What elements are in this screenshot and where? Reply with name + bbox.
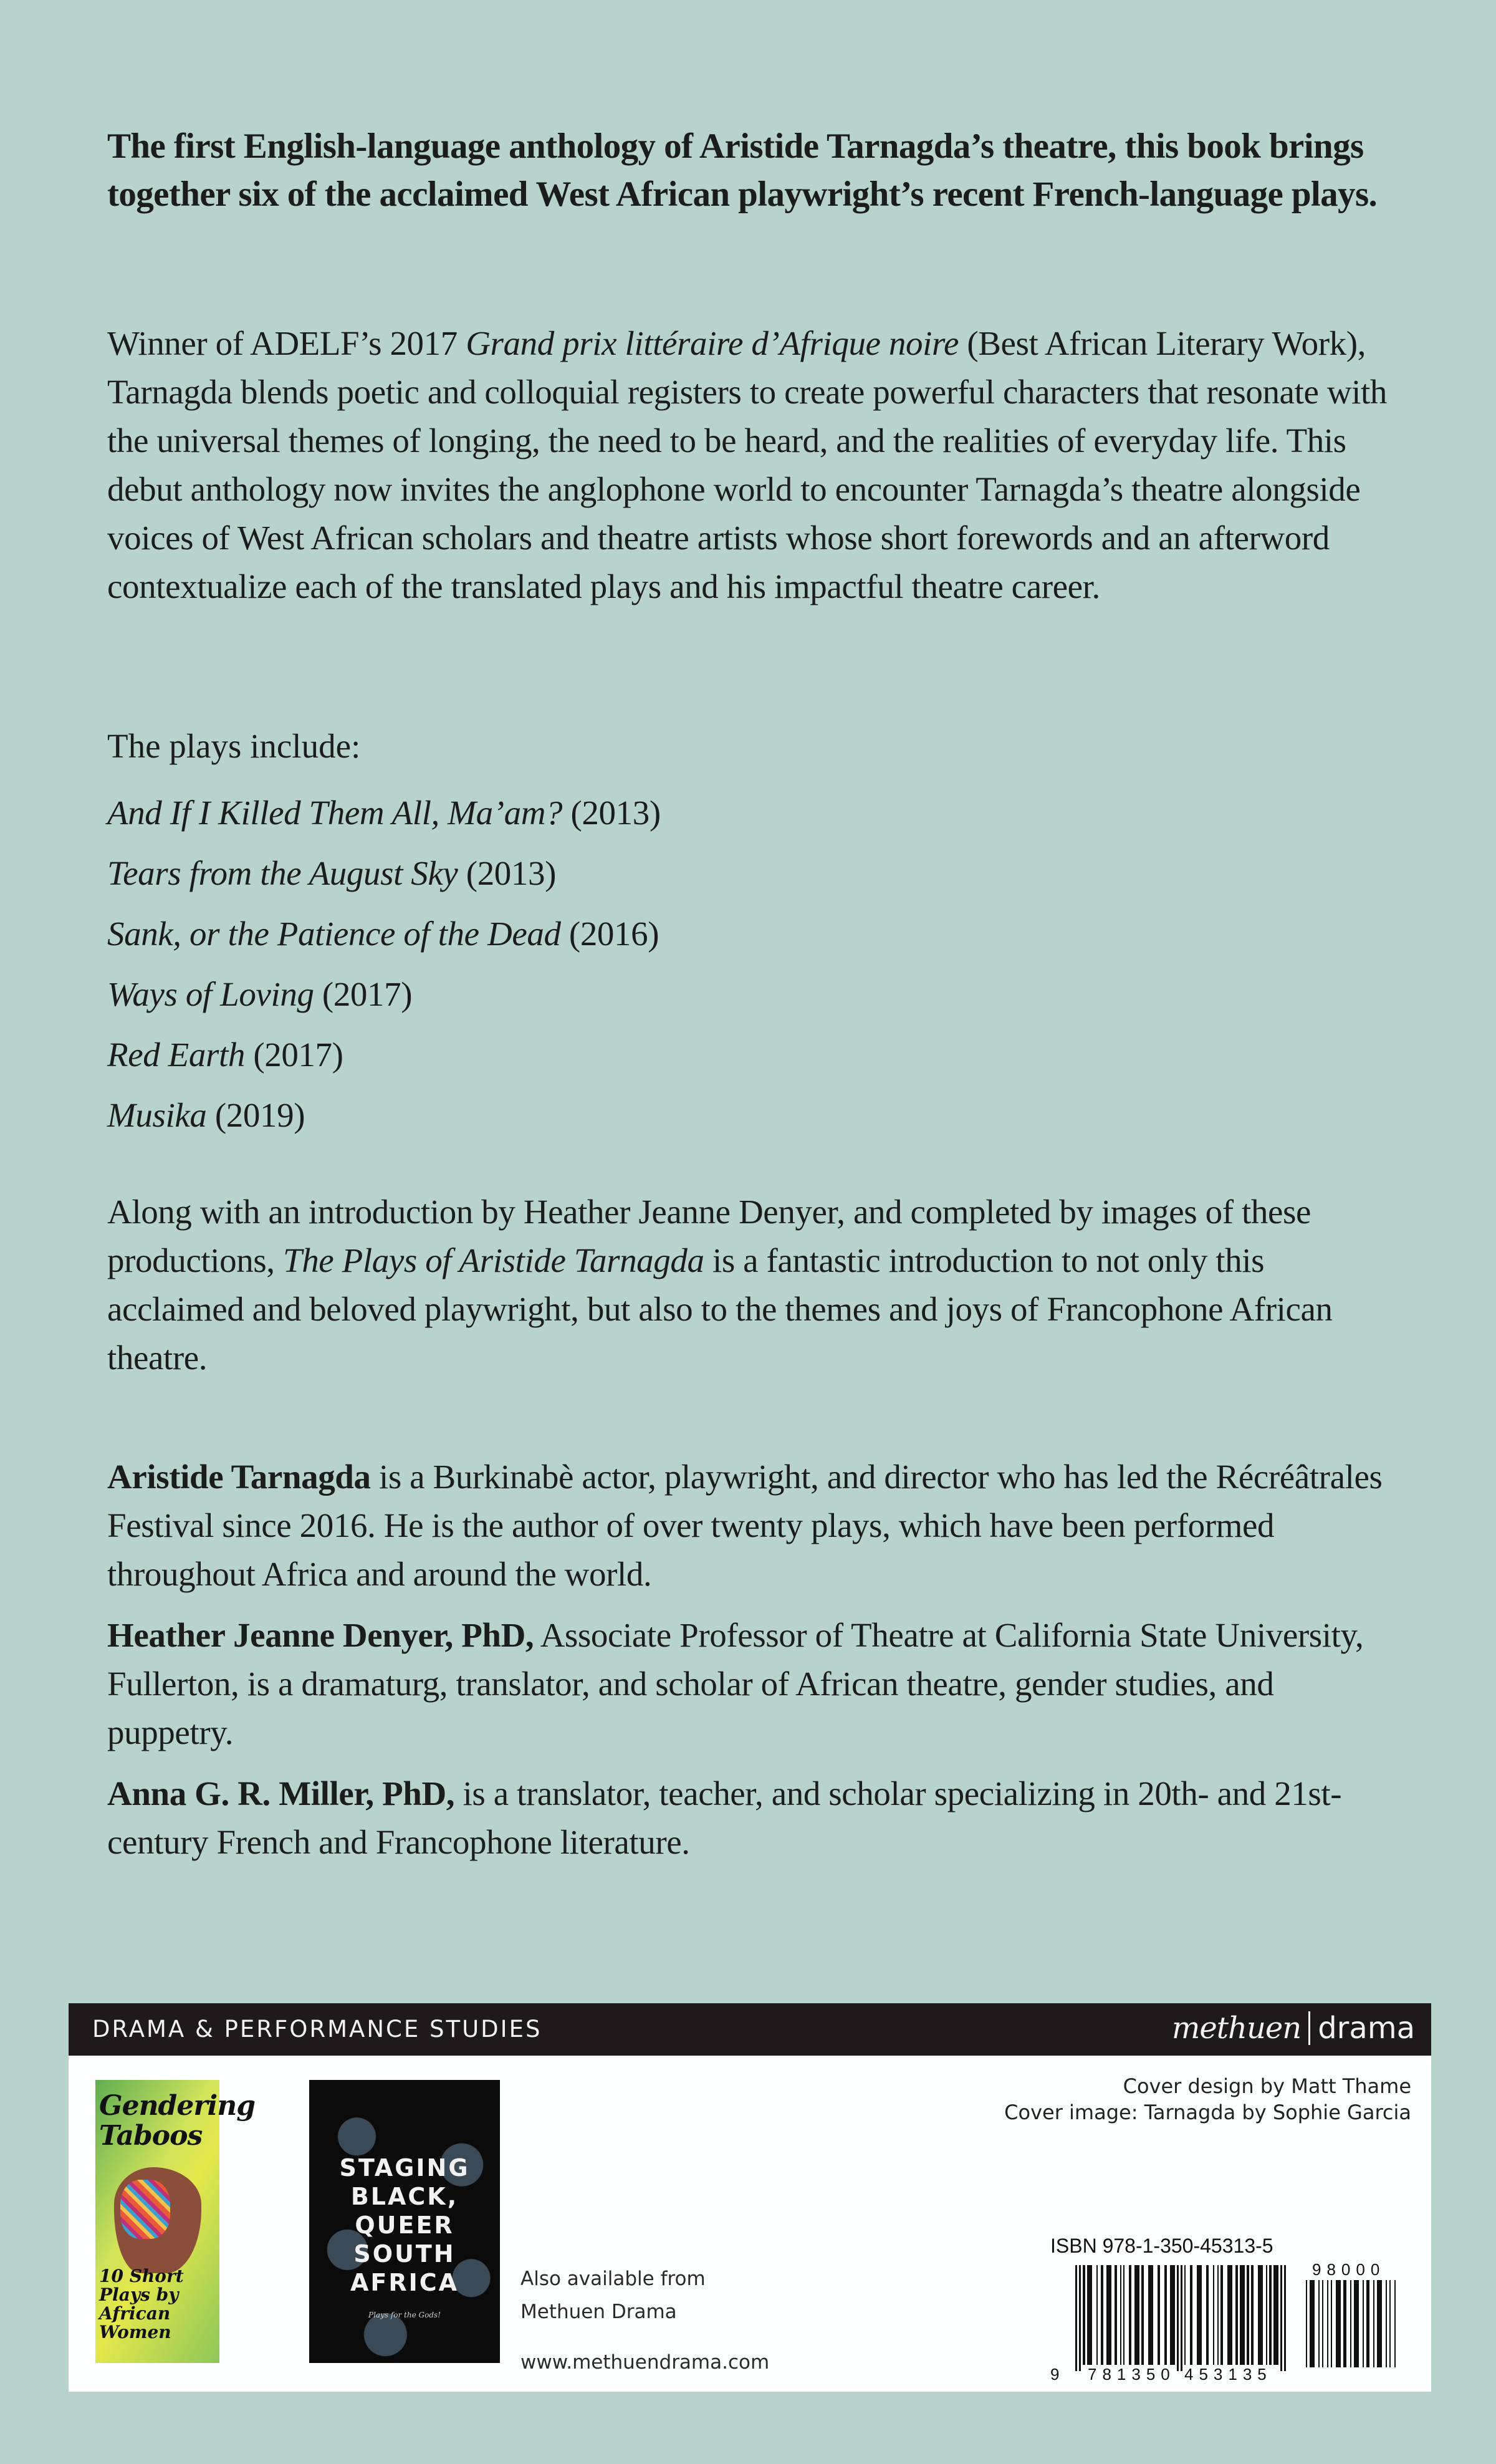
plays-heading: The plays include: (107, 727, 361, 765)
publisher-logo (1172, 2011, 1415, 2046)
barcode-addon-bar (1306, 2280, 1307, 2367)
barcode-addon-bar (1366, 2280, 1369, 2367)
barcode-bar (1197, 2265, 1202, 2365)
barcode-addon-bar (1322, 2280, 1323, 2367)
play-year: (2016) (568, 915, 659, 953)
barcode-bar (1269, 2265, 1272, 2365)
bio-editor (107, 1611, 1404, 1757)
play-year: (2019) (214, 1096, 305, 1134)
intro-paragraph: The first English-language anthology of Aristide Tarnagda’s theatre, this book brings together six of the acclaimed West African playwright’s recent French-language plays. (107, 127, 1378, 214)
series-bar (69, 2003, 1431, 2056)
play-item (107, 782, 1404, 843)
play-title: Red Earth (107, 1036, 245, 1074)
award-paragraph (107, 319, 1404, 611)
barcode-bar (1129, 2265, 1131, 2365)
barcode-addon-bar (1336, 2280, 1341, 2367)
barcode-bar (1141, 2265, 1144, 2365)
cover-subtitle: 10 Short Plays by African Women (99, 2266, 184, 2342)
barcode-bar (1220, 2265, 1223, 2365)
barcode-guard-bar (1181, 2265, 1182, 2371)
closing-paragraph (107, 1188, 1404, 1382)
barcode-addon-bars (1306, 2280, 1396, 2367)
bio-text: is a Burkinabè actor, playwright, and director who has led the Récréâtrales Festival since 2016. He is the author of over twenty plays, which have been performed throughout Africa and around the world. (107, 1458, 1383, 1593)
play-item (107, 903, 1404, 964)
publisher-website: www.methuendrama.com (520, 2351, 770, 2374)
play-year: (2017) (253, 1036, 343, 1074)
book-title: The Plays of Aristide Tarnagda (283, 1241, 704, 1279)
barcode-bar (1115, 2265, 1117, 2365)
barcode-bar (1164, 2265, 1167, 2365)
bio-name: Anna G. R. Miller, PhD, (107, 1774, 455, 1812)
contributor-bios (107, 1453, 1404, 1879)
isbn-barcode (1050, 2260, 1399, 2385)
play-item (107, 843, 1404, 903)
play-year: (2017) (322, 975, 413, 1013)
play-item (107, 964, 1404, 1024)
series-label: DRAMA & PERFORMANCE STUDIES (92, 2016, 542, 2043)
barcode-addon-bar (1394, 2280, 1396, 2367)
barcode-bar (1184, 2265, 1186, 2365)
barcode-bar (1190, 2265, 1192, 2365)
barcode-bar (1106, 2265, 1111, 2365)
barcode-addon-bar (1386, 2280, 1387, 2367)
barcode-bar (1123, 2265, 1124, 2365)
barcode-first-digit: 9 (1050, 2365, 1060, 2384)
play-item (107, 1085, 1404, 1145)
barcode-bar (1096, 2265, 1098, 2365)
barcode-main-bars (1075, 2265, 1286, 2371)
barcode-bar (1134, 2265, 1139, 2365)
barcode-bar (1258, 2265, 1263, 2365)
cover-subtitle: Plays for the Gods! (368, 2311, 441, 2319)
related-book-cover-gendering-taboos (95, 2080, 255, 2363)
bio-translator (107, 1769, 1404, 1867)
bio-text: Associate Professor of Theatre at California State University, Fullerton, is a dramaturg, translator, and scholar of African theatre, gender studies, and puppetry. (107, 1616, 1364, 1751)
logo-methuen: methuen (1171, 2011, 1302, 2046)
isbn-label: ISBN 978-1-350-45313-5 (1050, 2235, 1273, 2257)
also-available-line2: Methuen Drama (520, 2301, 677, 2323)
play-title: Sank, or the Patience of the Dead (107, 915, 561, 953)
closing-text-after: is a fantastic introduction to not only this acclaimed and beloved playwright, but also to the themes and joys of Francophone African theatre. (107, 1241, 1333, 1377)
barcode-addon-bar (1343, 2280, 1346, 2367)
barcode-guard-bar (1284, 2265, 1286, 2371)
barcode-bar (1217, 2265, 1219, 2365)
logo-divider (1308, 2011, 1310, 2045)
barcode-addon-bar (1310, 2280, 1315, 2367)
barcode-addon-bar (1377, 2280, 1382, 2367)
bio-name: Heather Jeanne Denyer, PhD, (107, 1616, 534, 1654)
bio-author (107, 1453, 1404, 1599)
cover-title: Gendering Taboos (99, 2090, 255, 2152)
logo-drama: drama (1318, 2011, 1415, 2046)
barcode-bar (1083, 2265, 1085, 2365)
cover-title: STAGING BLACK, QUEER SOUTH AFRICA (339, 2154, 470, 2296)
barcode-bar (1148, 2265, 1153, 2365)
cover-image-credit: Cover image: Tarnagda by Sophie Garcia (1004, 2101, 1411, 2124)
barcode-bar (1235, 2265, 1238, 2365)
barcode-group2: 453135 (1184, 2365, 1272, 2384)
barcode-bar (1120, 2265, 1121, 2365)
play-title: Ways of Loving (107, 975, 314, 1013)
play-title: Tears from the August Sky (107, 854, 458, 892)
barcode-guard-bar (1075, 2265, 1077, 2371)
barcode-bar (1206, 2265, 1209, 2365)
barcode-bar (1240, 2265, 1245, 2365)
barcode-bar (1251, 2265, 1254, 2365)
barcode-addon-bar (1318, 2280, 1320, 2367)
barcode-bar (1213, 2265, 1214, 2365)
closing-text-before: Along with an introduction by Heather Jeanne Denyer, and completed by images of these productions, (107, 1193, 1311, 1279)
bio-text: is a translator, teacher, and scholar specializing in 20th- and 21st-century French and Francophone literature. (107, 1774, 1342, 1861)
barcode-group1: 781350 (1088, 2365, 1176, 2384)
barcode-addon-bar (1363, 2280, 1364, 2367)
barcode-guard-bar (1079, 2265, 1081, 2371)
barcode-bar (1087, 2265, 1092, 2365)
play-year: (2013) (466, 854, 557, 892)
barcode-guard-bar (1177, 2265, 1179, 2371)
barcode-guard-bar (1280, 2265, 1282, 2371)
barcode-addon-bar (1389, 2280, 1391, 2367)
award-text-after: (Best African Literary Work), Tarnagda blends poetic and colloquial registers to create powerful characters that resonate with the universal themes of longing, the need to be heard, and the realities of everyday life. This debut anthology now invites the anglophone world to encounter Tarnagda’s theatre alongside voices of West African scholars and theatre artists whose short forewords and an afterword contextualize each of the translated plays and his impactful theatre career. (107, 324, 1387, 605)
barcode-bar (1247, 2265, 1249, 2365)
back-panel (69, 2056, 1431, 2392)
related-book-cover-staging-black-queer-south-africa (309, 2080, 500, 2363)
play-title: Musika (107, 1096, 207, 1134)
play-title: And If I Killed Them All, Ma’am? (107, 794, 563, 832)
plays-list (107, 782, 1404, 1145)
award-title: Grand prix littéraire d’Afrique noire (466, 324, 959, 362)
also-available-line1: Also available from (520, 2268, 706, 2290)
barcode-addon-bar (1350, 2280, 1351, 2367)
barcode-addon-bar (1373, 2280, 1374, 2367)
barcode-bar (1101, 2265, 1103, 2365)
barcode-bar (1158, 2265, 1160, 2365)
cover-credits (1004, 2073, 1411, 2125)
bio-name: Aristide Tarnagda (107, 1458, 371, 1496)
play-year: (2013) (570, 794, 661, 832)
barcode-addon-bar (1331, 2280, 1332, 2367)
barcode-addon-digits: 98000 (1312, 2260, 1386, 2279)
barcode-bar (1266, 2265, 1267, 2365)
barcode-bar (1273, 2265, 1278, 2365)
play-item (107, 1024, 1404, 1085)
barcode-bar (1227, 2265, 1232, 2365)
award-text-before: Winner of ADELF’s 2017 (107, 324, 466, 362)
barcode-addon-bar (1354, 2280, 1359, 2367)
cover-design-credit: Cover design by Matt Thame (1123, 2074, 1411, 2098)
mask-illustration (120, 2180, 170, 2239)
also-available (520, 2263, 769, 2379)
barcode-addon-bar (1327, 2280, 1328, 2367)
barcode-bar (1170, 2265, 1175, 2365)
